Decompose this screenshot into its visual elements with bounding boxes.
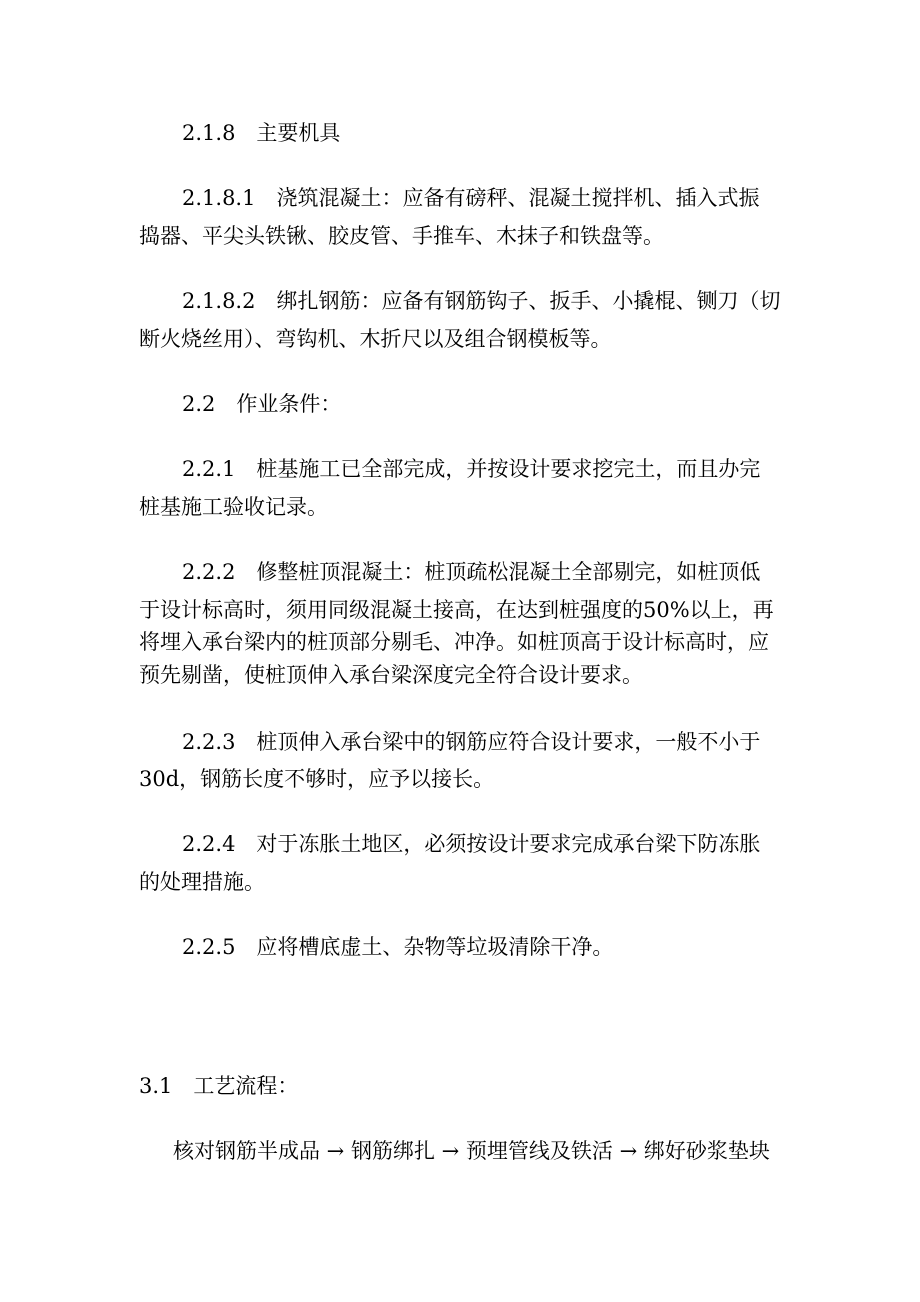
paragraph-2-2-2-line-2: 于设计标高时，须用同级混凝土接高，在达到桩强度的50%以上，再: [139, 598, 774, 622]
heading-3-1: 3.1 工艺流程：: [139, 1074, 299, 1098]
heading-2-2: 2.2 作业条件：: [182, 392, 342, 416]
paragraph-2-2-1-line-1: 2.2.1 桩基施工已全部完成，并按设计要求挖完土，而且办完: [182, 457, 761, 481]
paragraph-2-2-5: 2.2.5 应将槽底虚土、杂物等垃圾清除干净。: [182, 935, 614, 959]
paragraph-2-2-3-line-1: 2.2.3 桩顶伸入承台梁中的钢筋应符合设计要求，一般不小于: [182, 730, 761, 754]
paragraph-2-2-3-line-2: 30d，钢筋长度不够时，应予以接长。: [139, 767, 495, 791]
heading-2-1-8: 2.1.8 主要机具: [182, 121, 341, 145]
paragraph-2-1-8-1-line-2: 捣器、平尖头铁锹、胶皮管、手推车、木抹子和铁盘等。: [139, 224, 664, 248]
paragraph-2-1-8-2-line-2: 断火烧丝用）、弯钩机、木折尺以及组合钢模板等。: [139, 327, 612, 351]
paragraph-2-1-8-1-line-1: 2.1.8.1 浇筑混凝土：应备有磅秤、混凝土搅拌机、插入式振: [182, 186, 760, 210]
process-flow-line: 核对钢筋半成品 → 钢筋绑扎 → 预埋管线及铁活 → 绑好砂浆垫块: [173, 1139, 770, 1163]
paragraph-2-1-8-2-line-1: 2.1.8.2 绑扎钢筋：应备有钢筋钩子、扳手、小撬棍、铡刀（切: [182, 289, 781, 313]
paragraph-2-2-2-line-1: 2.2.2 修整桩顶混凝土：桩顶疏松混凝土全部剔完，如桩顶低: [182, 560, 761, 584]
paragraph-2-2-4-line-2: 的处理措施。: [139, 870, 265, 894]
paragraph-2-2-2-line-3: 将埋入承台梁内的桩顶部分剔毛、冲净。如桩顶高于设计标高时，应: [139, 630, 769, 654]
paragraph-2-2-4-line-1: 2.2.4 对于冻胀土地区，必须按设计要求完成承台梁下防冻胀: [182, 832, 761, 856]
paragraph-2-2-1-line-2: 桩基施工验收记录。: [139, 495, 328, 519]
paragraph-2-2-2-line-4: 预先剔凿，使桩顶伸入承台梁深度完全符合设计要求。: [139, 663, 643, 687]
